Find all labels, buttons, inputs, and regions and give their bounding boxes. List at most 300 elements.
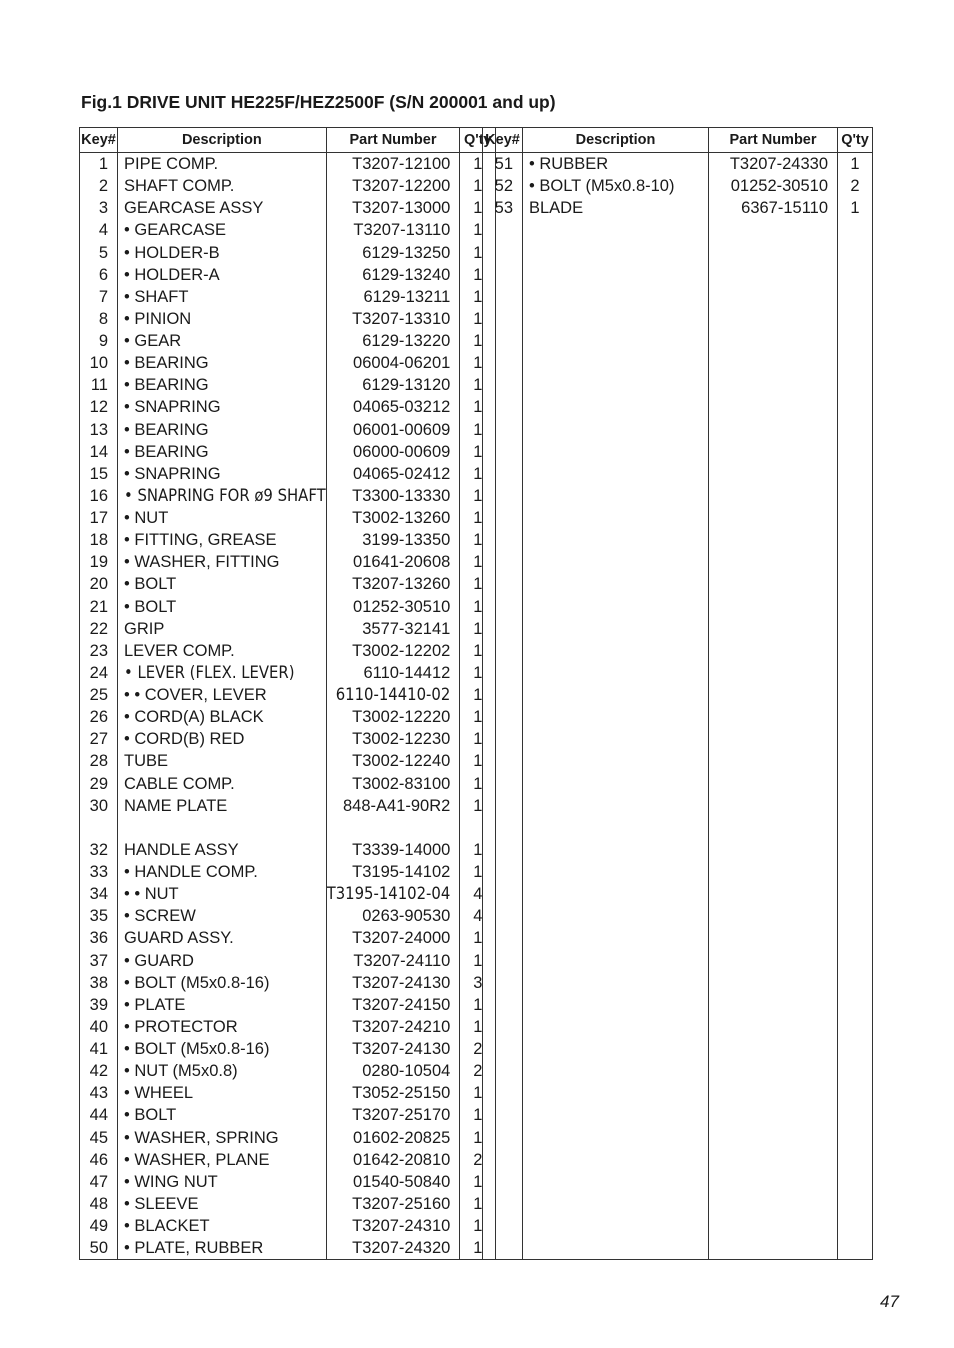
cell-part-number: 0280-10504 <box>326 1060 460 1082</box>
table-row <box>483 308 873 330</box>
table-row <box>80 286 496 308</box>
cell-description: • CORD(A) BLACK <box>118 706 327 728</box>
cell-part-number <box>709 861 838 883</box>
cell-key <box>483 861 523 883</box>
cell-key: 21 <box>80 596 118 618</box>
cell-qty: 1 <box>460 507 496 529</box>
table-row <box>80 551 496 573</box>
cell-part-number <box>709 1060 838 1082</box>
cell-description <box>523 795 709 817</box>
cell-key <box>483 1104 523 1126</box>
parts-table-left <box>79 127 496 1260</box>
table-row <box>80 330 496 352</box>
header-key: Key# <box>80 128 118 153</box>
cell-key: 8 <box>80 308 118 330</box>
cell-qty <box>838 1171 873 1193</box>
cell-description: • NUT (M5x0.8) <box>118 1060 327 1082</box>
cell-qty <box>838 264 873 286</box>
cell-description: GUARD ASSY. <box>118 927 327 949</box>
cell-part-number: 01641-20608 <box>326 551 460 573</box>
cell-qty: 2 <box>460 1060 496 1082</box>
table-row <box>483 1060 873 1082</box>
cell-key: 25 <box>80 684 118 706</box>
cell-part-number <box>709 684 838 706</box>
cell-key: 11 <box>80 374 118 396</box>
cell-qty <box>838 1038 873 1060</box>
cell-qty <box>838 396 873 418</box>
cell-qty: 1 <box>460 485 496 507</box>
cell-qty: 1 <box>460 219 496 241</box>
header-key: Key# <box>483 128 523 153</box>
table-row <box>483 352 873 374</box>
cell-key: 20 <box>80 573 118 595</box>
cell-description: • WHEEL <box>118 1082 327 1104</box>
table-row <box>80 529 496 551</box>
cell-part-number: T3207-24310 <box>326 1215 460 1237</box>
table-row <box>80 1237 496 1260</box>
cell-qty: 1 <box>460 352 496 374</box>
table-row <box>80 684 496 706</box>
cell-part-number <box>709 596 838 618</box>
cell-part-number <box>709 773 838 795</box>
cell-part-number <box>709 419 838 441</box>
cell-description <box>523 242 709 264</box>
cell-description: • WASHER, PLANE <box>118 1149 327 1171</box>
cell-part-number: T3207-13110 <box>326 219 460 241</box>
cell-qty <box>838 485 873 507</box>
cell-qty <box>838 905 873 927</box>
cell-qty <box>838 839 873 861</box>
cell-key: 5 <box>80 242 118 264</box>
cell-key: 49 <box>80 1215 118 1237</box>
table-row <box>80 197 496 219</box>
cell-part-number <box>709 352 838 374</box>
table-row <box>80 883 496 905</box>
table-row <box>483 1237 873 1260</box>
cell-key <box>483 551 523 573</box>
cell-qty: 1 <box>460 242 496 264</box>
cell-key: 51 <box>483 153 523 176</box>
cell-key <box>483 927 523 949</box>
cell-description: • PLATE, RUBBER <box>118 1237 327 1260</box>
cell-part-number: T3207-24150 <box>326 994 460 1016</box>
cell-part-number: T3207-13260 <box>326 573 460 595</box>
cell-qty <box>838 374 873 396</box>
cell-key <box>483 529 523 551</box>
cell-part-number: T3207-24330 <box>709 153 838 176</box>
cell-key <box>483 308 523 330</box>
cell-part-number: T3002-12230 <box>326 728 460 750</box>
cell-key <box>483 441 523 463</box>
table-row <box>483 573 873 595</box>
cell-key <box>483 485 523 507</box>
cell-part-number: 01602-20825 <box>326 1127 460 1149</box>
cell-key <box>483 264 523 286</box>
cell-description: • NUT <box>118 507 327 529</box>
cell-part-number <box>709 374 838 396</box>
table-row <box>80 242 496 264</box>
cell-qty <box>838 352 873 374</box>
table-row <box>483 197 873 219</box>
cell-description: • BEARING <box>118 441 327 463</box>
cell-description <box>523 1060 709 1082</box>
cell-description: • BOLT <box>118 573 327 595</box>
cell-key: 53 <box>483 197 523 219</box>
cell-qty <box>838 219 873 241</box>
table-row <box>80 972 496 994</box>
cell-part-number <box>709 573 838 595</box>
cell-description: GRIP <box>118 618 327 640</box>
cell-description <box>523 817 709 839</box>
cell-qty: 1 <box>460 153 496 176</box>
table-row <box>483 728 873 750</box>
cell-qty <box>838 1060 873 1082</box>
table-row <box>483 795 873 817</box>
cell-part-number <box>709 396 838 418</box>
cell-key <box>483 463 523 485</box>
cell-description <box>523 728 709 750</box>
cell-qty: 1 <box>460 684 496 706</box>
cell-qty: 1 <box>460 1016 496 1038</box>
table-row <box>80 817 496 839</box>
cell-part-number: T3052-25150 <box>326 1082 460 1104</box>
table-row <box>80 596 496 618</box>
cell-key: 32 <box>80 839 118 861</box>
table-row <box>483 264 873 286</box>
cell-part-number: 04065-03212 <box>326 396 460 418</box>
cell-description: NAME PLATE <box>118 795 327 817</box>
cell-qty <box>838 1237 873 1260</box>
cell-part-number: T3207-24110 <box>326 950 460 972</box>
cell-qty <box>838 773 873 795</box>
table-row <box>80 662 496 684</box>
cell-part-number <box>709 219 838 241</box>
cell-description <box>523 352 709 374</box>
cell-part-number: T3195-14102 <box>326 861 460 883</box>
cell-qty: 1 <box>460 1104 496 1126</box>
table-row <box>483 972 873 994</box>
cell-qty <box>838 994 873 1016</box>
cell-qty <box>838 728 873 750</box>
cell-description <box>523 994 709 1016</box>
cell-qty <box>838 463 873 485</box>
table-row <box>80 861 496 883</box>
cell-key: 39 <box>80 994 118 1016</box>
cell-qty: 1 <box>460 596 496 618</box>
cell-description: • WASHER, SPRING <box>118 1127 327 1149</box>
cell-qty: 1 <box>460 662 496 684</box>
cell-description: • SNAPRING <box>118 396 327 418</box>
cell-qty: 1 <box>838 153 873 176</box>
table-row <box>80 1149 496 1171</box>
cell-key <box>483 839 523 861</box>
parts-table-right-body <box>483 153 873 1260</box>
cell-part-number: T3002-12220 <box>326 706 460 728</box>
cell-description <box>523 640 709 662</box>
cell-qty: 1 <box>460 728 496 750</box>
cell-description <box>523 1082 709 1104</box>
cell-description <box>523 662 709 684</box>
cell-part-number <box>709 286 838 308</box>
cell-part-number <box>709 1171 838 1193</box>
cell-key: 13 <box>80 419 118 441</box>
cell-key <box>483 662 523 684</box>
cell-key: 24 <box>80 662 118 684</box>
cell-key <box>483 1149 523 1171</box>
cell-description <box>523 396 709 418</box>
parts-table-right <box>482 127 873 1260</box>
cell-key <box>483 972 523 994</box>
table-row <box>483 1104 873 1126</box>
table-row <box>80 219 496 241</box>
cell-key <box>483 1171 523 1193</box>
cell-description <box>523 1171 709 1193</box>
cell-description <box>523 573 709 595</box>
cell-key: 6 <box>80 264 118 286</box>
cell-qty <box>838 1104 873 1126</box>
table-row <box>483 242 873 264</box>
cell-part-number: 01252-30510 <box>326 596 460 618</box>
cell-key <box>483 1215 523 1237</box>
cell-part-number <box>709 618 838 640</box>
cell-qty: 1 <box>460 861 496 883</box>
cell-key <box>483 950 523 972</box>
cell-qty <box>838 1127 873 1149</box>
cell-key <box>483 1060 523 1082</box>
cell-key: 29 <box>80 773 118 795</box>
table-row <box>483 773 873 795</box>
cell-qty: 4 <box>460 883 496 905</box>
cell-qty: 1 <box>838 197 873 219</box>
cell-description <box>523 1193 709 1215</box>
table-row <box>80 728 496 750</box>
cell-description: • SLEEVE <box>118 1193 327 1215</box>
cell-description: • SCREW <box>118 905 327 927</box>
cell-description <box>523 330 709 352</box>
table-row <box>80 750 496 772</box>
cell-qty <box>838 684 873 706</box>
cell-part-number: T3207-12200 <box>326 175 460 197</box>
cell-qty: 1 <box>460 330 496 352</box>
table-row <box>483 750 873 772</box>
table-row <box>483 551 873 573</box>
cell-qty <box>838 419 873 441</box>
cell-key: 9 <box>80 330 118 352</box>
cell-description: • HANDLE COMP. <box>118 861 327 883</box>
cell-key: 37 <box>80 950 118 972</box>
cell-description: PIPE COMP. <box>118 153 327 176</box>
cell-key <box>483 728 523 750</box>
cell-description: • GEARCASE <box>118 219 327 241</box>
table-row <box>80 419 496 441</box>
cell-qty: 1 <box>460 994 496 1016</box>
cell-description <box>523 507 709 529</box>
cell-part-number: T3207-13000 <box>326 197 460 219</box>
cell-key <box>483 795 523 817</box>
cell-qty: 1 <box>460 573 496 595</box>
cell-description: TUBE <box>118 750 327 772</box>
table-row <box>80 1082 496 1104</box>
cell-part-number: 6129-13220 <box>326 330 460 352</box>
cell-part-number <box>709 1127 838 1149</box>
cell-description <box>523 551 709 573</box>
cell-key: 22 <box>80 618 118 640</box>
table-row <box>80 795 496 817</box>
cell-description <box>523 419 709 441</box>
cell-key <box>483 1016 523 1038</box>
cell-part-number <box>709 485 838 507</box>
table-row <box>80 153 496 176</box>
cell-description <box>523 441 709 463</box>
cell-qty: 2 <box>460 1038 496 1060</box>
header-part-number: Part Number <box>709 128 838 153</box>
cell-part-number <box>709 795 838 817</box>
cell-key <box>483 242 523 264</box>
table-row <box>80 1060 496 1082</box>
cell-qty <box>838 1082 873 1104</box>
cell-key <box>483 750 523 772</box>
cell-part-number <box>709 463 838 485</box>
cell-qty: 1 <box>460 419 496 441</box>
cell-part-number: 01540-50840 <box>326 1171 460 1193</box>
cell-part-number <box>709 927 838 949</box>
cell-qty: 1 <box>460 795 496 817</box>
cell-description <box>523 684 709 706</box>
cell-part-number <box>709 242 838 264</box>
header-description: Description <box>523 128 709 153</box>
cell-key: 30 <box>80 795 118 817</box>
cell-qty: 1 <box>460 264 496 286</box>
cell-qty: 1 <box>460 463 496 485</box>
cell-part-number <box>709 750 838 772</box>
cell-key: 17 <box>80 507 118 529</box>
cell-description: • WING NUT <box>118 1171 327 1193</box>
cell-key <box>483 1237 523 1260</box>
cell-description: • BEARING <box>118 352 327 374</box>
cell-description: • BOLT <box>118 596 327 618</box>
cell-key <box>80 817 118 839</box>
table-row <box>483 175 873 197</box>
cell-description: • SNAPRING <box>118 463 327 485</box>
table-row <box>80 1171 496 1193</box>
cell-description <box>523 1038 709 1060</box>
cell-description <box>523 839 709 861</box>
cell-key <box>483 286 523 308</box>
cell-part-number: 01252-30510 <box>709 175 838 197</box>
table-row <box>483 596 873 618</box>
cell-description: • HOLDER-B <box>118 242 327 264</box>
cell-key: 1 <box>80 153 118 176</box>
cell-qty: 2 <box>838 175 873 197</box>
table-row <box>483 1193 873 1215</box>
cell-qty: 1 <box>460 839 496 861</box>
cell-key <box>483 905 523 927</box>
table-row <box>80 485 496 507</box>
cell-part-number: 3577-32141 <box>326 618 460 640</box>
table-row <box>80 374 496 396</box>
cell-part-number: 06001-00609 <box>326 419 460 441</box>
cell-part-number <box>709 441 838 463</box>
table-row <box>483 396 873 418</box>
cell-qty: 1 <box>460 286 496 308</box>
cell-part-number: T3207-24000 <box>326 927 460 949</box>
cell-part-number: T3207-25170 <box>326 1104 460 1126</box>
cell-part-number <box>709 905 838 927</box>
header-description: Description <box>118 128 327 153</box>
table-row <box>80 640 496 662</box>
cell-part-number <box>709 728 838 750</box>
cell-description <box>523 706 709 728</box>
cell-part-number <box>709 529 838 551</box>
cell-key: 46 <box>80 1149 118 1171</box>
cell-part-number <box>709 883 838 905</box>
cell-part-number <box>709 1215 838 1237</box>
table-row <box>483 330 873 352</box>
cell-key: 41 <box>80 1038 118 1060</box>
cell-qty <box>838 950 873 972</box>
cell-description <box>523 773 709 795</box>
cell-description <box>118 817 327 839</box>
cell-part-number: T3207-13310 <box>326 308 460 330</box>
cell-part-number: 0263-90530 <box>326 905 460 927</box>
table-row <box>483 286 873 308</box>
table-row <box>483 817 873 839</box>
cell-key: 44 <box>80 1104 118 1126</box>
cell-description: • • NUT <box>118 883 327 905</box>
cell-qty: 1 <box>460 950 496 972</box>
cell-description <box>523 374 709 396</box>
cell-description: • BEARING <box>118 374 327 396</box>
cell-part-number <box>709 706 838 728</box>
cell-key <box>483 419 523 441</box>
cell-part-number <box>709 1104 838 1126</box>
cell-key: 50 <box>80 1237 118 1260</box>
table-row <box>80 618 496 640</box>
cell-description <box>523 861 709 883</box>
cell-key <box>483 352 523 374</box>
cell-qty <box>838 596 873 618</box>
cell-key: 2 <box>80 175 118 197</box>
cell-description: • FITTING, GREASE <box>118 529 327 551</box>
cell-description: • BOLT <box>118 1104 327 1126</box>
cell-description: • PINION <box>118 308 327 330</box>
cell-description <box>523 1127 709 1149</box>
table-row <box>483 219 873 241</box>
cell-key: 10 <box>80 352 118 374</box>
cell-qty <box>838 972 873 994</box>
cell-description: • RUBBER <box>523 153 709 176</box>
cell-part-number: T3339-14000 <box>326 839 460 861</box>
cell-description: • BOLT (M5x0.8-10) <box>523 175 709 197</box>
table-row <box>483 374 873 396</box>
cell-qty: 1 <box>460 441 496 463</box>
cell-qty: 1 <box>460 396 496 418</box>
cell-part-number: T3207-24130 <box>326 972 460 994</box>
cell-key <box>483 396 523 418</box>
cell-description <box>523 972 709 994</box>
table-row <box>483 153 873 176</box>
cell-qty <box>838 795 873 817</box>
cell-qty <box>838 1193 873 1215</box>
cell-part-number: 6110-14412 <box>326 662 460 684</box>
cell-key: 47 <box>80 1171 118 1193</box>
cell-qty: 2 <box>460 1149 496 1171</box>
cell-part-number <box>709 308 838 330</box>
cell-description <box>523 219 709 241</box>
cell-description: • BLACKET <box>118 1215 327 1237</box>
cell-qty: 1 <box>460 1127 496 1149</box>
header-part-number: Part Number <box>326 128 460 153</box>
